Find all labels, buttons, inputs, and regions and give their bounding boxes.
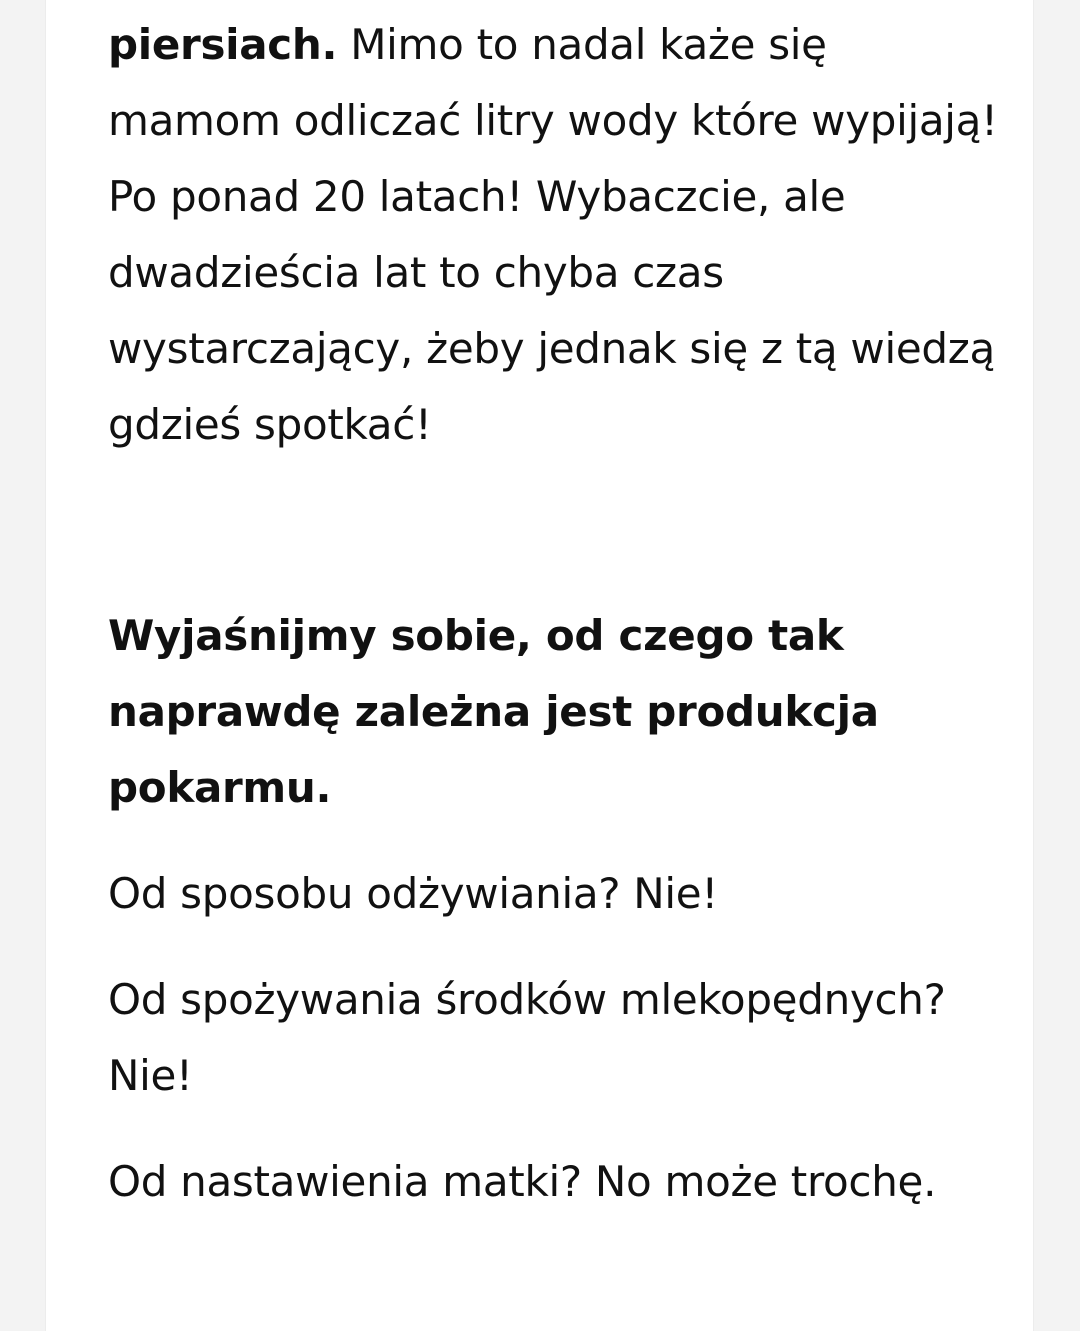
section-heading: Wyjaśnijmy sobie, od czego tak naprawdę zależna jest produkcja pokarmu. <box>108 611 879 812</box>
paragraph-galactagogues: Od spożywania środków mlekopędnych? Nie! <box>108 975 946 1100</box>
article-body <box>108 0 1008 1220</box>
paragraph-mother-attitude: Od nastawienia matki? No może trochę. <box>108 1157 937 1206</box>
paragraph-diet: Od sposobu odżywiania? Nie! <box>108 869 718 918</box>
bold-lead-text: piersiach. <box>108 20 338 69</box>
article-page <box>46 0 1033 1331</box>
paragraph-water-myth <box>108 7 1008 463</box>
paragraph-text: Mimo to nadal każe się mamom odliczać litry wody które wypijają! Po ponad 20 latach! Wybaczcie, ale dwadzieścia lat to chyba czas wystarczający, żeby jednak się z tą wiedzą gdzieś spotkać! <box>108 20 998 449</box>
